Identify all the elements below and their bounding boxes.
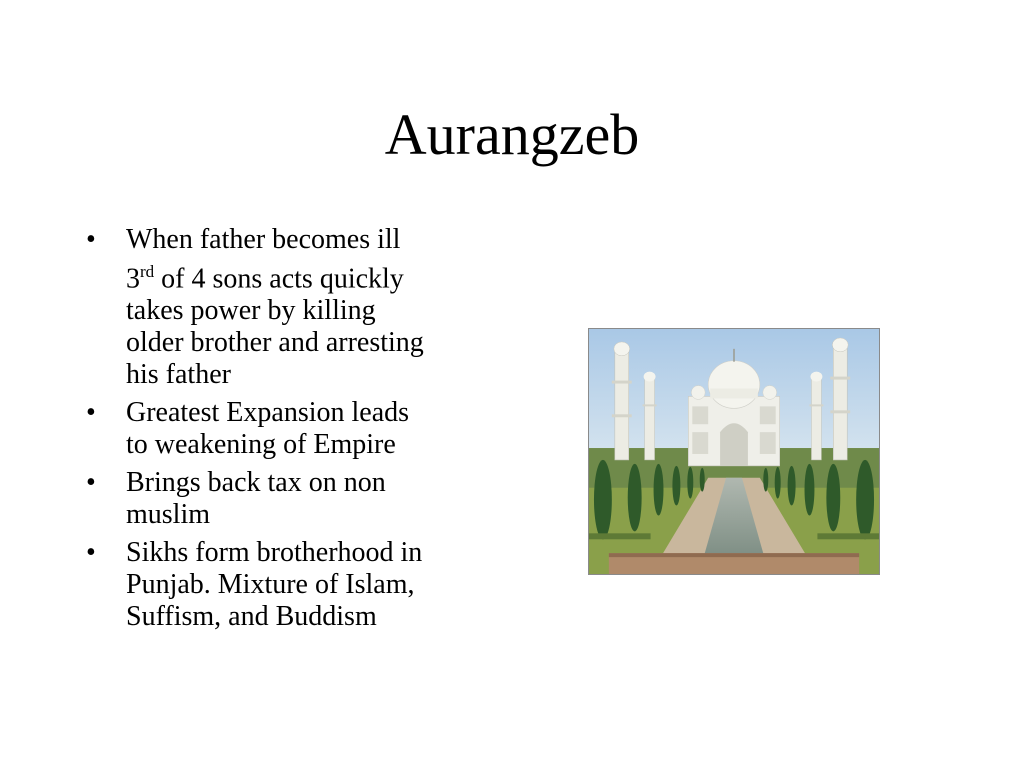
minaret-right-outer: [830, 338, 850, 460]
bullet-line-text: of 4 sons acts quickly: [161, 263, 404, 295]
bullet-line: Punjab. Mixture of Islam,: [126, 569, 415, 601]
bullet-line: Suffism, and Buddism: [126, 601, 377, 633]
minaret-right-inner: [809, 372, 823, 460]
mausoleum-illustration: [589, 329, 879, 574]
bullet-line: muslim: [126, 499, 211, 531]
bullet-item: [86, 397, 506, 461]
bullet-marker: •: [86, 397, 96, 429]
bullet-line: to weakening of Empire: [126, 429, 396, 461]
ordinal-suffix: rd: [140, 262, 155, 281]
bullet-line: Greatest Expansion leads: [126, 397, 410, 429]
bullet-marker: •: [86, 537, 96, 569]
bullet-line: Sikhs form brotherhood in: [126, 537, 423, 569]
mausoleum-photo: [588, 328, 880, 575]
bullet-line: his father: [126, 359, 231, 391]
bullet-list: [86, 224, 506, 639]
bullet-item: [86, 224, 506, 391]
bullet-marker: •: [86, 224, 96, 255]
minaret-left-outer: [612, 342, 632, 460]
bullet-line: When father becomes ill: [126, 224, 401, 255]
bullet-line: Brings back tax on non: [126, 467, 386, 499]
minaret-left-inner: [643, 372, 657, 460]
bullet-line: older brother and arresting: [126, 327, 424, 359]
bullet-line: [126, 256, 506, 295]
bullet-line: takes power by killing: [126, 295, 376, 327]
bullet-item: [86, 467, 506, 531]
ordinal-number: 3: [126, 263, 140, 295]
slide-title: Aurangzeb: [384, 102, 640, 167]
bullet-item: [86, 537, 506, 633]
bullet-marker: •: [86, 467, 96, 499]
